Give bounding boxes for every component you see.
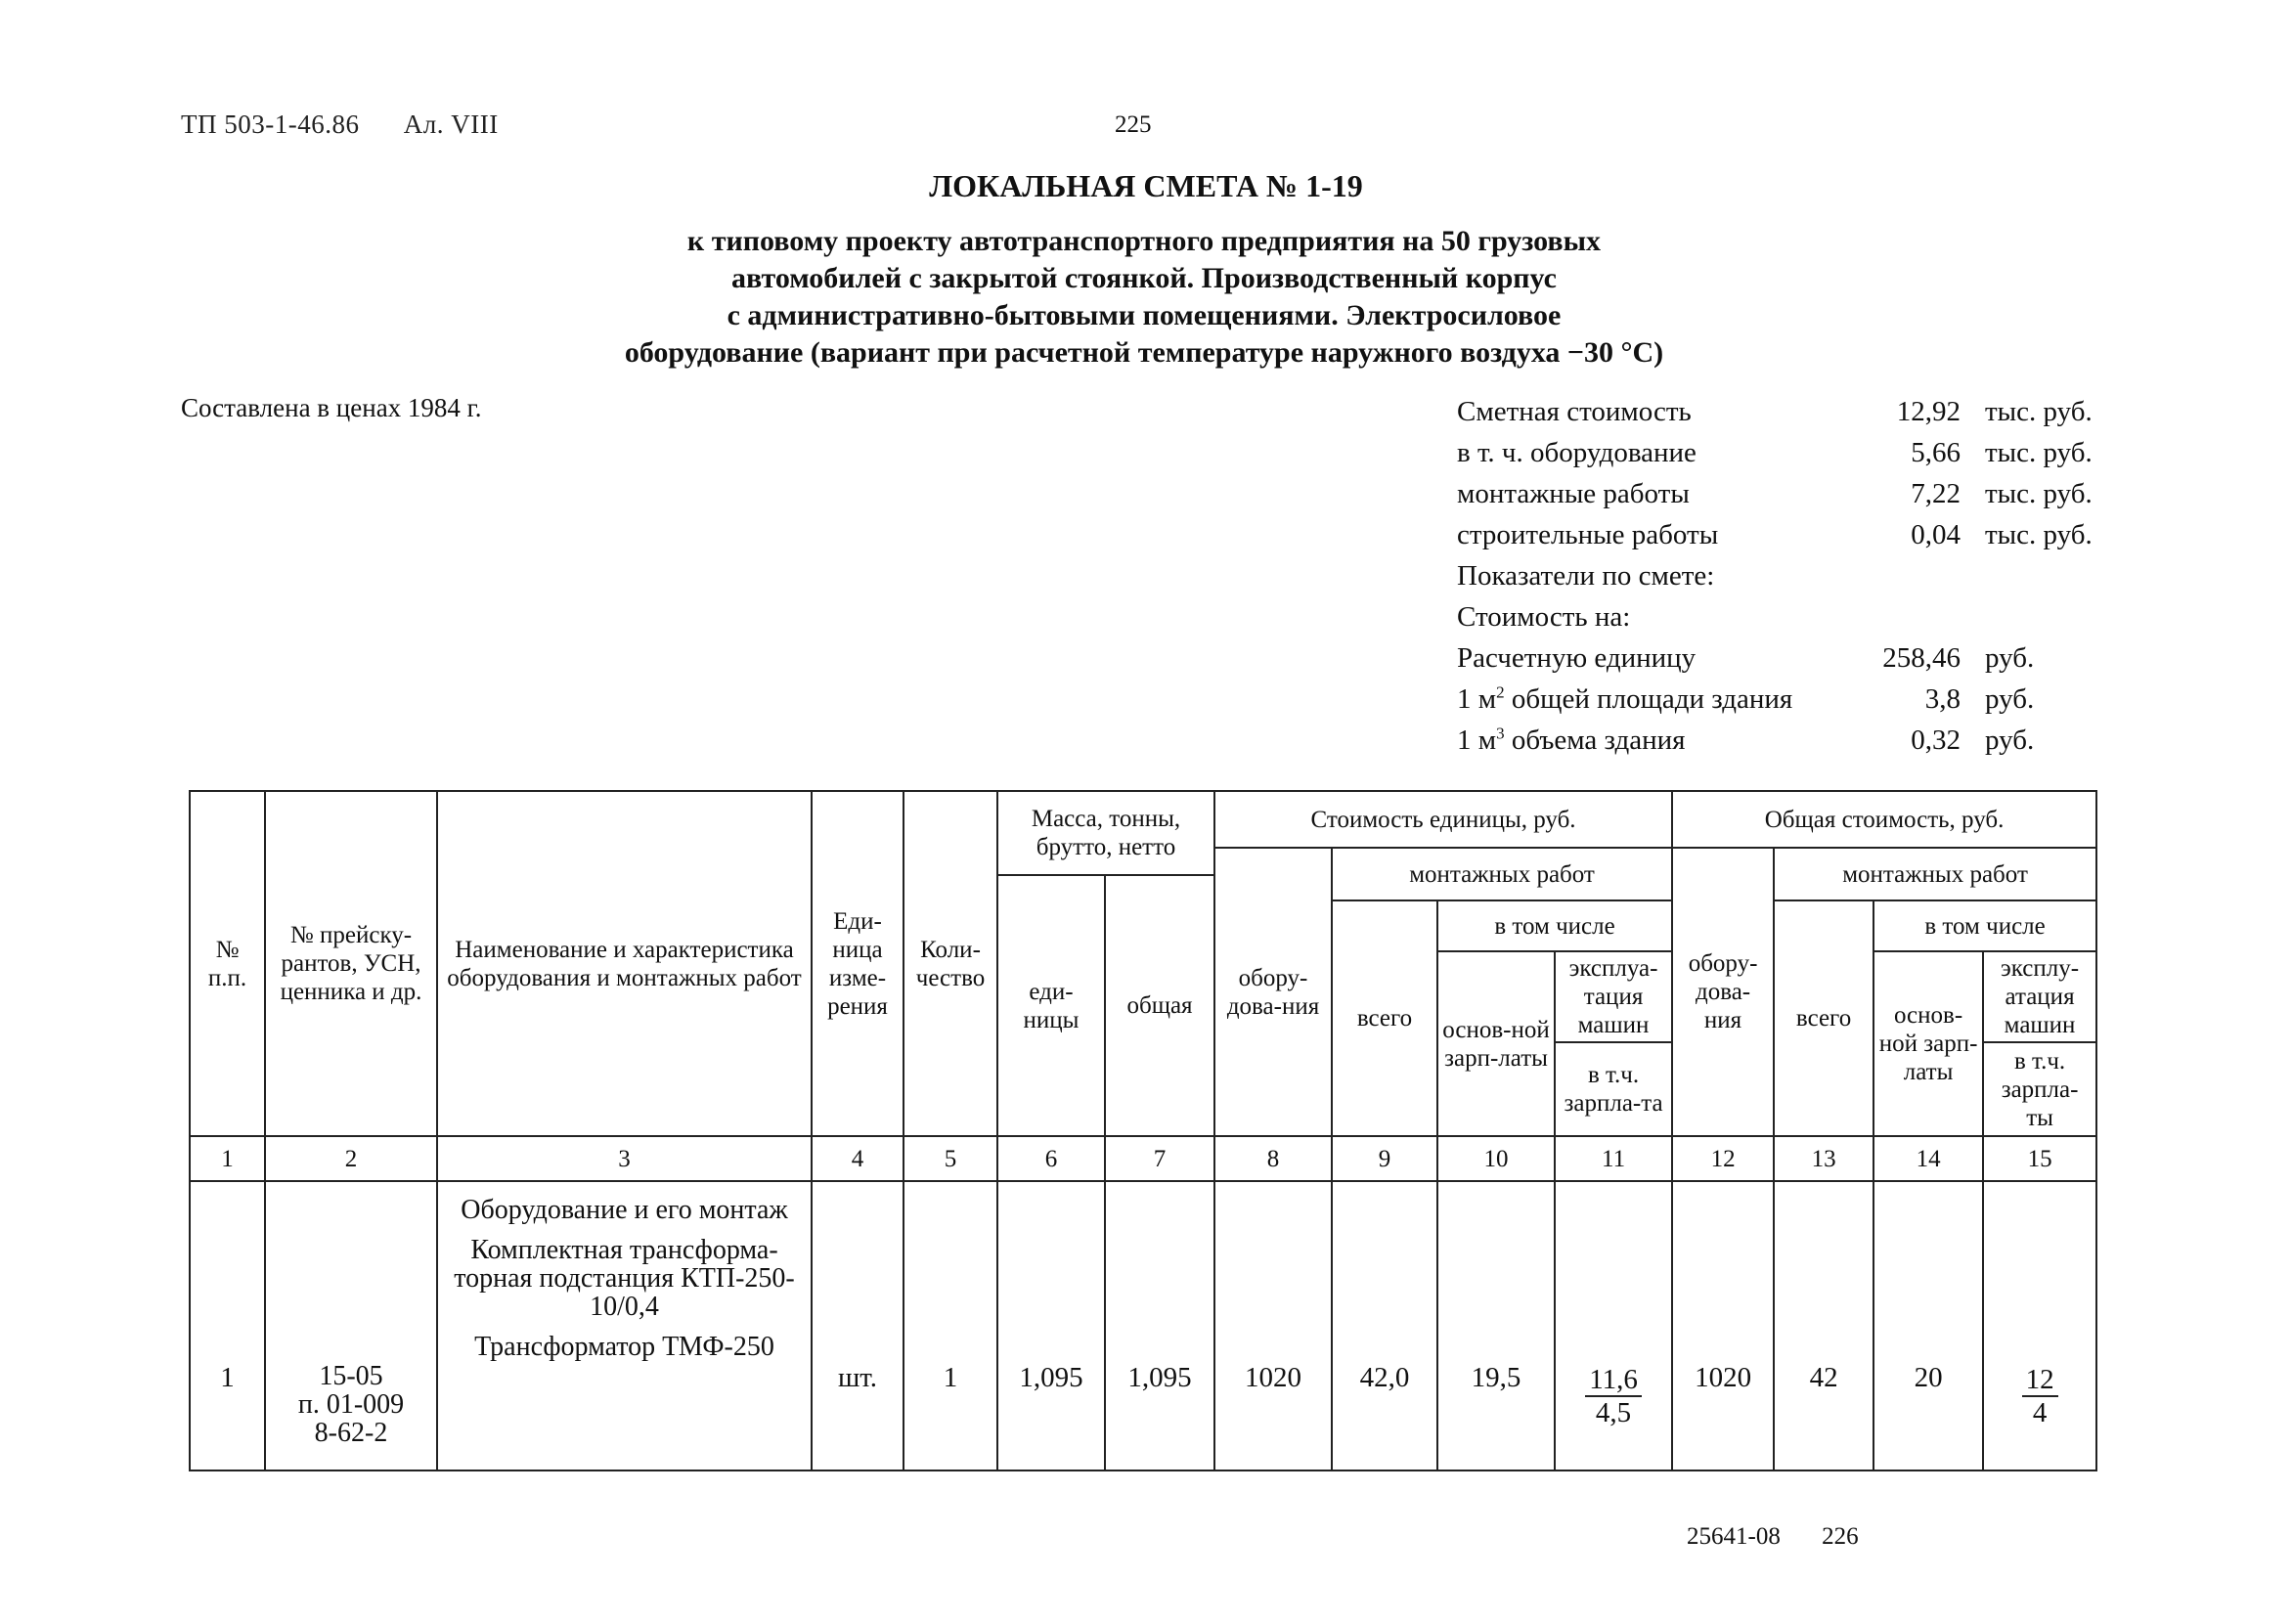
header-num: № п.п. <box>190 791 265 1136</box>
fraction <box>2022 1364 2058 1428</box>
name-line: Оборудование и его монтаж <box>461 1195 788 1225</box>
row-num: 1 <box>190 1181 265 1470</box>
summary-value: 5,66 <box>1911 437 1961 468</box>
summary-unit: тыс. руб. <box>1985 437 2093 468</box>
summary-value: 0,32 <box>1911 724 1961 756</box>
row-unit-machine <box>1555 1181 1672 1470</box>
table-row <box>190 1181 2096 1470</box>
header-total-incl: в том числе <box>1873 900 2096 951</box>
row-total-install-total: 42 <box>1774 1181 1873 1470</box>
column-number: 1 <box>190 1136 265 1181</box>
row-name <box>437 1181 812 1470</box>
column-number: 8 <box>1214 1136 1332 1181</box>
summary-label <box>1457 679 1792 720</box>
column-number: 4 <box>812 1136 904 1181</box>
summary-label: Показатели по смете: <box>1457 560 1715 592</box>
header-name: Наименование и характеристика оборудования и монтажных работ <box>437 791 812 1136</box>
row-total-machine <box>1983 1181 2096 1470</box>
pricelist-line: 15-05 <box>319 1361 383 1391</box>
summary-label: монтажные работы <box>1457 478 1690 509</box>
summary-label: Расчетную единицу <box>1457 642 1697 674</box>
summary-label <box>1457 720 1685 761</box>
row-qty: 1 <box>904 1181 997 1470</box>
row-unit-base-salary: 19,5 <box>1437 1181 1555 1470</box>
header-unit: Еди-ница изме-рения <box>812 791 904 1136</box>
header-qty: Коли-чество <box>904 791 997 1136</box>
subtitle-line: оборудование (вариант при расчетной температуре наружного воздуха −30 °С) <box>624 336 1664 369</box>
label-suffix: объема здания <box>1504 724 1686 756</box>
machine-salary-value: 4,5 <box>1595 1397 1632 1428</box>
pricelist-line: п. 01-009 <box>297 1389 405 1420</box>
column-number: 15 <box>1983 1136 2096 1181</box>
footer-code: 25641-08 <box>1687 1523 1781 1550</box>
header-total-install-works: монтажных работ <box>1774 848 2096 900</box>
summary-value: 7,22 <box>1911 478 1961 509</box>
row-mass-unit: 1,095 <box>997 1181 1105 1470</box>
column-number: 5 <box>904 1136 997 1181</box>
subtitle-line: к типовому проекту автотранспортного предприятия на 50 грузовых <box>686 225 1602 257</box>
header-total-cost-group: Общая стоимость, руб. <box>1672 791 2096 848</box>
header-total-machine-op: эксплу-атация машин <box>1983 951 2096 1042</box>
header-pricelist: № прейску-рантов, УСН, ценника и др. <box>265 791 437 1136</box>
page-footer <box>1687 1523 1894 1551</box>
summary-label: в т. ч. оборудование <box>1457 437 1697 468</box>
pricelist-line: 8-62-2 <box>314 1418 388 1448</box>
header-mass-unit: еди-ницы <box>997 875 1105 1136</box>
document-header <box>181 110 536 140</box>
summary-value: 258,46 <box>1882 642 1961 674</box>
name-line: Трансформатор ТМФ-250 <box>474 1332 774 1362</box>
header-unit-cost-group: Стоимость единицы, руб. <box>1214 791 1672 848</box>
column-number: 2 <box>265 1136 437 1181</box>
compiled-in-prices: Составлена в ценах 1984 г. <box>181 393 482 422</box>
header-total-base-salary: основ-ной зарп-латы <box>1873 951 1983 1136</box>
column-number: 12 <box>1672 1136 1774 1181</box>
row-unit: шт. <box>812 1181 904 1470</box>
document-subtitle <box>489 223 1799 372</box>
row-pricelist <box>265 1181 437 1470</box>
column-number: 13 <box>1774 1136 1873 1181</box>
row-total-equipment: 1020 <box>1672 1181 1774 1470</box>
label-prefix: 1 м <box>1457 724 1497 756</box>
row-mass-total: 1,095 <box>1105 1181 1214 1470</box>
column-number: 14 <box>1873 1136 1983 1181</box>
subtitle-line: автомобилей с закрытой стоянкой. Производственный корпус <box>731 262 1557 294</box>
row-unit-install-total: 42,0 <box>1332 1181 1437 1470</box>
column-number: 10 <box>1437 1136 1555 1181</box>
column-number-row <box>190 1136 2096 1181</box>
label-superscript: 2 <box>1496 682 1505 702</box>
header-unit-install-total: всего <box>1332 900 1437 1136</box>
header-total-machine-salary: в т.ч. зарпла-ты <box>1983 1042 2096 1136</box>
document-title: ЛОКАЛЬНАЯ СМЕТА № 1-19 <box>929 168 1363 203</box>
header-unit-equipment: обору-дова-ния <box>1214 848 1332 1136</box>
summary-label: Сметная стоимость <box>1457 396 1692 427</box>
machine-op-value: 11,6 <box>1585 1364 1642 1397</box>
header-unit-machine-salary: в т.ч. зарпла-та <box>1555 1042 1672 1136</box>
row-unit-equipment: 1020 <box>1214 1181 1332 1470</box>
header-mass-total: общая <box>1105 875 1214 1136</box>
estimate-table <box>189 790 2097 1471</box>
column-number: 3 <box>437 1136 812 1181</box>
label-prefix: 1 м <box>1457 683 1497 715</box>
doc-code: ТП 503-1-46.86 <box>181 110 360 139</box>
label-superscript: 3 <box>1496 724 1505 743</box>
header-unit-base-salary: основ-ной зарп-латы <box>1437 951 1555 1136</box>
summary-label: Стоимость на: <box>1457 601 1631 633</box>
name-line: Комплектная трансформа-торная подстанция КТП-250-10/0,4 <box>454 1235 795 1322</box>
footer-page: 226 <box>1822 1523 1859 1550</box>
album-number: Ал. VIII <box>403 110 499 139</box>
summary-value: 0,04 <box>1911 519 1961 550</box>
header-unit-incl: в том числе <box>1437 900 1672 951</box>
column-number: 7 <box>1105 1136 1214 1181</box>
fraction <box>1585 1364 1642 1428</box>
header-unit-install-works: монтажных работ <box>1332 848 1672 900</box>
machine-op-value: 12 <box>2022 1364 2058 1397</box>
header-total-install-total: всего <box>1774 900 1873 1136</box>
summary-label: строительные работы <box>1457 519 1719 550</box>
row-total-base-salary: 20 <box>1873 1181 1983 1470</box>
header-unit-machine-op: эксплуа-тация машин <box>1555 951 1672 1042</box>
summary-unit: руб. <box>1985 683 2035 715</box>
summary-unit: руб. <box>1985 724 2035 756</box>
summary-unit: тыс. руб. <box>1985 478 2093 509</box>
column-number: 9 <box>1332 1136 1437 1181</box>
summary-value: 3,8 <box>1924 683 1961 715</box>
label-suffix: общей площади здания <box>1504 683 1793 715</box>
summary-unit: руб. <box>1985 642 2035 674</box>
machine-salary-value: 4 <box>2032 1397 2048 1428</box>
column-number: 11 <box>1555 1136 1672 1181</box>
page-number: 225 <box>1115 111 1152 138</box>
header-mass-group: Масса, тонны, брутто, нетто <box>997 791 1214 875</box>
header-total-equipment: обору-дова-ния <box>1672 848 1774 1136</box>
summary-value: 12,92 <box>1896 396 1961 427</box>
column-number: 6 <box>997 1136 1105 1181</box>
summary-unit: тыс. руб. <box>1985 519 2093 550</box>
subtitle-line: с административно-бытовыми помещениями. Электросиловое <box>727 299 1562 331</box>
summary-unit: тыс. руб. <box>1985 396 2093 427</box>
